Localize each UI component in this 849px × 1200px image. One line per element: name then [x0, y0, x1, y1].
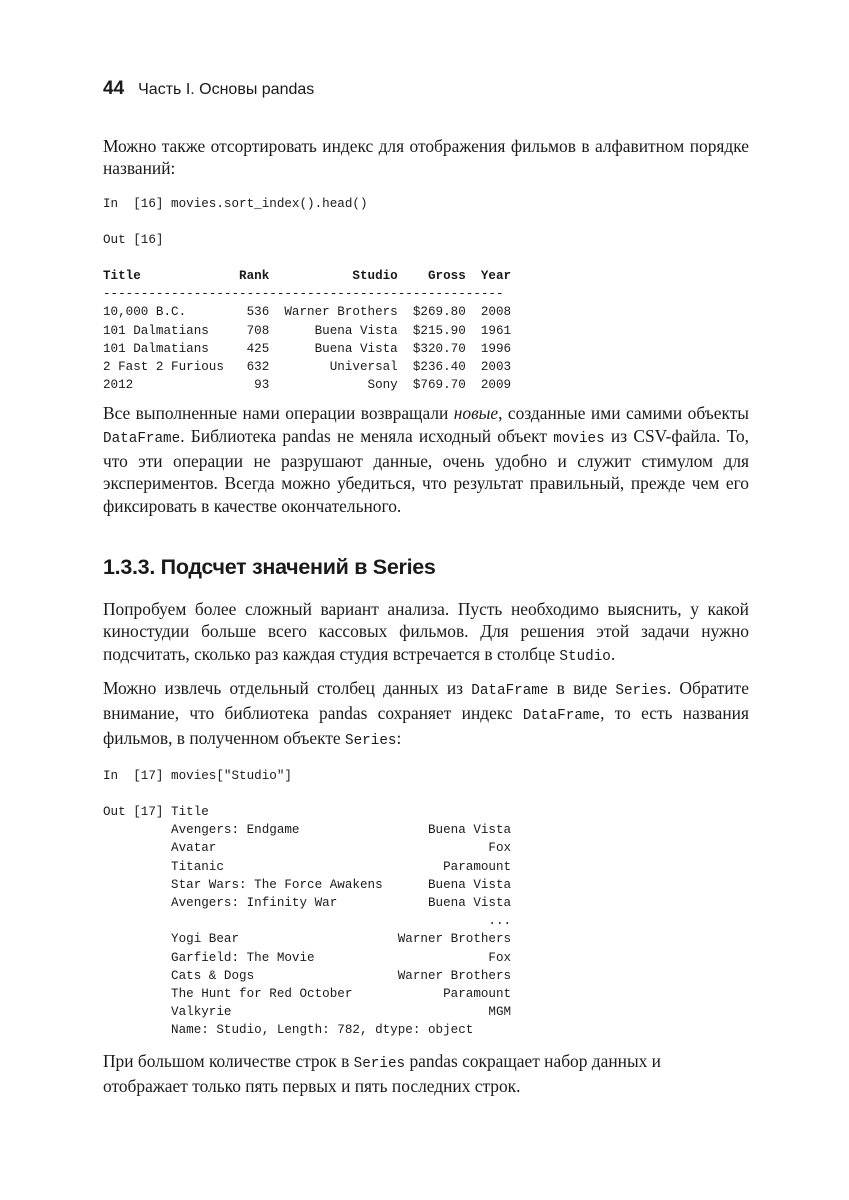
output-line: Avengers: Endgame Buena Vista — [103, 823, 512, 838]
paragraph-extract-series: Можно извлечь отдельный столбец данных из DataFrame в виде Series. Обратите внимание, что библиотека pandas сохраняет индекс DataFrame, то есть названия фильмов, в полученном объекте Series: — [103, 677, 750, 750]
table-row: 10,000 B.C. 536 Warner Brothers $269.80 2008 — [103, 305, 512, 320]
code-output-17 — [103, 803, 749, 1040]
table-row: 2 Fast 2 Furious 632 Universal $236.40 2003 — [103, 360, 512, 375]
page-header — [103, 78, 314, 100]
running-title: Часть I. Основы pandas — [138, 81, 315, 98]
output-line: Avengers: Infinity War Buena Vista — [103, 895, 512, 910]
output-line: Name: Studio, Length: 782, dtype: object — [103, 1023, 474, 1038]
output-line: The Hunt for Red October Paramount — [103, 986, 512, 1001]
code-input-16: In [16] movies.sort_index().head() — [103, 196, 368, 211]
section-heading: 1.3.3. Подсчет значений в Series — [103, 554, 436, 579]
output-line: Titanic Paramount — [103, 859, 512, 874]
page-number: 44 — [103, 78, 125, 99]
paragraph-studio-count: Попробуем более сложный вариант анализа. Пусть необходимо выяснить, у какой киностудии больше всего кассовых фильмов. Для решения этой задачи нужно подсчитать, сколько раз каждая студия встречается в столбце Studio. — [103, 598, 749, 665]
intro-paragraph: Можно также отсортировать индекс для отображения фильмов в алфавитном порядке названий: — [103, 136, 749, 179]
table-rule: ----------------------------------------------------- — [103, 287, 504, 302]
output-line: Avatar Fox — [103, 841, 512, 856]
table-row: 101 Dalmatians 708 Buena Vista $215.90 1961 — [103, 323, 512, 338]
code-output-label-16: Out [16] — [103, 232, 164, 247]
table-header: Title Rank Studio Gross Year — [103, 269, 512, 283]
paragraph-truncation: При большом количестве строк в Series pandas сокращает набор данных и отображает только пять первых и пять последних строк. — [103, 1050, 661, 1096]
output-line: Valkyrie MGM — [103, 1005, 512, 1020]
output-line: Out [17] Title — [103, 804, 209, 819]
output-line: Star Wars: The Force Awakens Buena Vista — [103, 877, 512, 892]
output-line: Yogi Bear Warner Brothers — [103, 932, 512, 947]
table-row: 101 Dalmatians 425 Buena Vista $320.70 1996 — [103, 341, 512, 356]
paragraph-new-objects: Все выполненные нами операции возвращали новые, созданные ими самими объекты DataFrame. Библиотека pandas не меняла исходный объект movies из CSV-файла. То, что эти операции не разрушают данные, очень удобно и служит стимулом для экспериментов. Всегда можно убедиться, что результат правильный, прежде чем его фиксировать в качестве окончательного. — [103, 403, 750, 516]
page-content — [103, 135, 749, 1097]
output-line: ... — [103, 914, 512, 929]
table-row: 2012 93 Sony $769.70 2009 — [103, 378, 512, 393]
output-line: Garfield: The Movie Fox — [103, 950, 512, 965]
code-input-17: In [17] movies["Studio"] — [103, 768, 292, 783]
output-line: Cats & Dogs Warner Brothers — [103, 968, 512, 983]
